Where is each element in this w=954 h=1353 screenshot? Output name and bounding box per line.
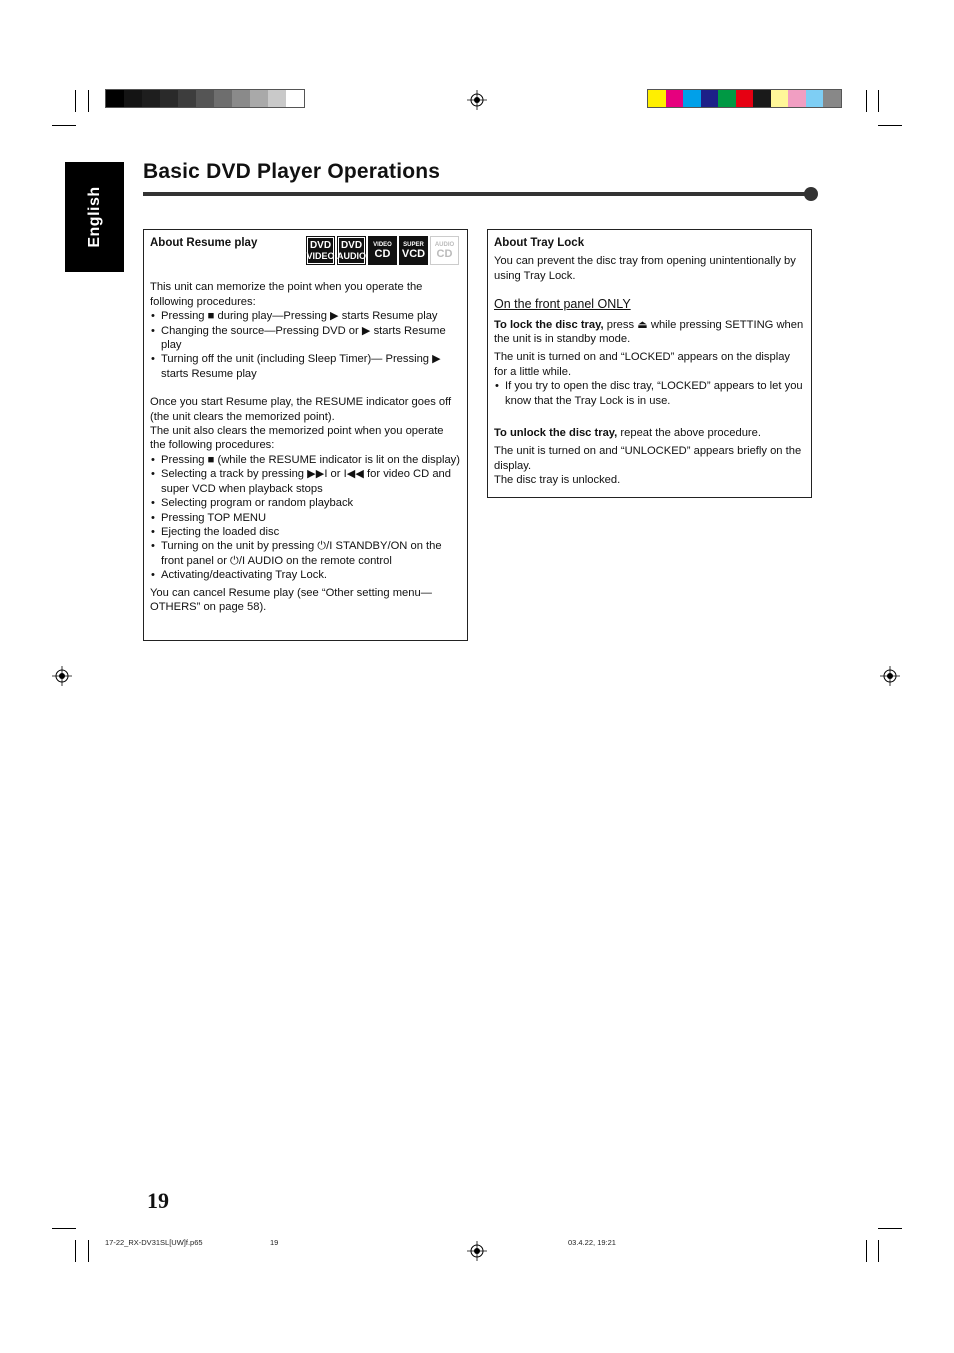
crop-mark [88, 1240, 89, 1262]
list-item: • Pressing ■ (while the RESUME indicator is lit on the display) [150, 453, 461, 467]
color-swatch [736, 90, 754, 107]
color-swatch [268, 90, 286, 107]
resume-indicator-note: Once you start Resume play, the RESUME indicator goes off (the unit clears the memorized point). [150, 396, 452, 423]
color-swatch [683, 90, 701, 107]
color-swatch [753, 90, 771, 107]
dvd-video-badge: DVD VIDEO [306, 236, 335, 265]
color-registration-bar [647, 89, 842, 108]
registration-target-icon [880, 666, 900, 686]
lock-instruction-text: press ⏏ while pressing SETTING when the unit is in standby mode. [494, 318, 804, 346]
color-swatch [160, 90, 178, 107]
list-item: • Activating/deactivating Tray Lock. [150, 568, 461, 582]
language-side-tab [65, 162, 124, 272]
locked-message: The unit is turned on and “LOCKED” appears on the display for a little while. [494, 351, 791, 378]
color-swatch [286, 90, 304, 107]
color-swatch [214, 90, 232, 107]
registration-target-icon [52, 666, 72, 686]
crop-mark [866, 1240, 867, 1262]
tray-lock-heading: About Tray Lock [494, 237, 585, 249]
crop-mark [88, 90, 89, 112]
resume-play-section [143, 229, 468, 641]
list-item: • Selecting a track by pressing ▶▶I or I◀◀ for video CD and super VCD when playback stops [150, 467, 461, 496]
color-swatch [648, 90, 666, 107]
page-number: 19 [147, 1188, 169, 1213]
list-item: • Pressing ■ during play—Pressing ▶ starts Resume play [150, 309, 461, 323]
color-swatch [124, 90, 142, 107]
title-rule-end-dot [804, 187, 818, 201]
locked-note-list [494, 379, 805, 408]
color-swatch [701, 90, 719, 107]
clear-list [150, 453, 461, 583]
color-swatch [771, 90, 789, 107]
unlock-instruction [494, 426, 805, 440]
tray-lock-intro: You can prevent the disc tray from opening unintentionally by using Tray Lock. [494, 255, 796, 282]
color-swatch [806, 90, 824, 107]
footer-file-name: 17-22_RX-DV31SL[UW]f.p65 [105, 1238, 203, 1247]
video-cd-badge: VIDEO CD [368, 236, 397, 265]
footer-date: 03.4.22, 19:21 [568, 1238, 616, 1247]
super-vcd-badge: SUPER VCD [399, 236, 428, 265]
page-title: Basic DVD Player Operations [143, 160, 441, 183]
resume-heading: About Resume play [150, 237, 258, 249]
footer-page: 19 [270, 1238, 279, 1247]
color-swatch [250, 90, 268, 107]
resume-clear-intro: The unit also clears the memorized point when you operate the following procedures: [150, 425, 444, 452]
registration-target-icon [467, 90, 487, 110]
list-item: • Changing the source—Pressing DVD or ▶ starts Resume play [150, 324, 461, 353]
tray-lock-section [487, 229, 812, 498]
list-item: • If you try to open the disc tray, “LOCKED” appears to let you know that the Tray Lock is in use. [494, 379, 805, 408]
list-item: • Selecting program or random playback [150, 496, 461, 510]
resume-cancel-note: You can cancel Resume play (see “Other setting menu—OTHERS” on page 58). [150, 586, 432, 613]
unlocked-end: The disc tray is unlocked. [494, 474, 621, 487]
crop-mark [878, 125, 902, 126]
resume-intro: This unit can memorize the point when you operate the following procedures: [150, 281, 423, 308]
list-item: • Turning on the unit by pressing ⏻/I STANDBY/ON on the front panel or ⏻/I AUDIO on the remote control [150, 539, 461, 568]
title-rule [143, 192, 813, 196]
color-swatch [788, 90, 806, 107]
crop-mark [75, 1240, 76, 1262]
unlock-instruction-label: To unlock the disc tray, [494, 427, 618, 440]
memorize-list [150, 309, 461, 381]
crop-mark [878, 90, 879, 112]
dvd-audio-badge: DVD AUDIO [337, 236, 366, 265]
unlock-instruction-text: repeat the above procedure. [617, 427, 761, 440]
lock-instruction-label: To lock the disc tray, [494, 318, 604, 331]
color-swatch [196, 90, 214, 107]
crop-mark [878, 1228, 902, 1229]
grayscale-registration-bar [105, 89, 305, 108]
color-swatch [666, 90, 684, 107]
audio-cd-badge: AUDIO CD [430, 236, 459, 265]
list-item: • Ejecting the loaded disc [150, 525, 461, 539]
crop-mark [866, 90, 867, 112]
crop-mark [52, 125, 76, 126]
front-panel-subheading: On the front panel ONLY [494, 297, 631, 312]
language-label: English [85, 186, 103, 248]
registration-target-icon [467, 1241, 487, 1261]
list-item: • Pressing TOP MENU [150, 511, 461, 525]
color-swatch [178, 90, 196, 107]
crop-mark [878, 1240, 879, 1262]
color-swatch [232, 90, 250, 107]
crop-mark [75, 90, 76, 112]
unlocked-message: The unit is turned on and “UNLOCKED” appears briefly on the display. [494, 445, 802, 472]
crop-mark [52, 1228, 76, 1229]
lock-instruction [494, 318, 805, 347]
color-swatch [823, 90, 841, 107]
disc-type-badges [306, 236, 459, 265]
color-swatch [142, 90, 160, 107]
list-item: • Turning off the unit (including Sleep Timer)— Pressing ▶ starts Resume play [150, 352, 461, 381]
color-swatch [106, 90, 124, 107]
color-swatch [718, 90, 736, 107]
